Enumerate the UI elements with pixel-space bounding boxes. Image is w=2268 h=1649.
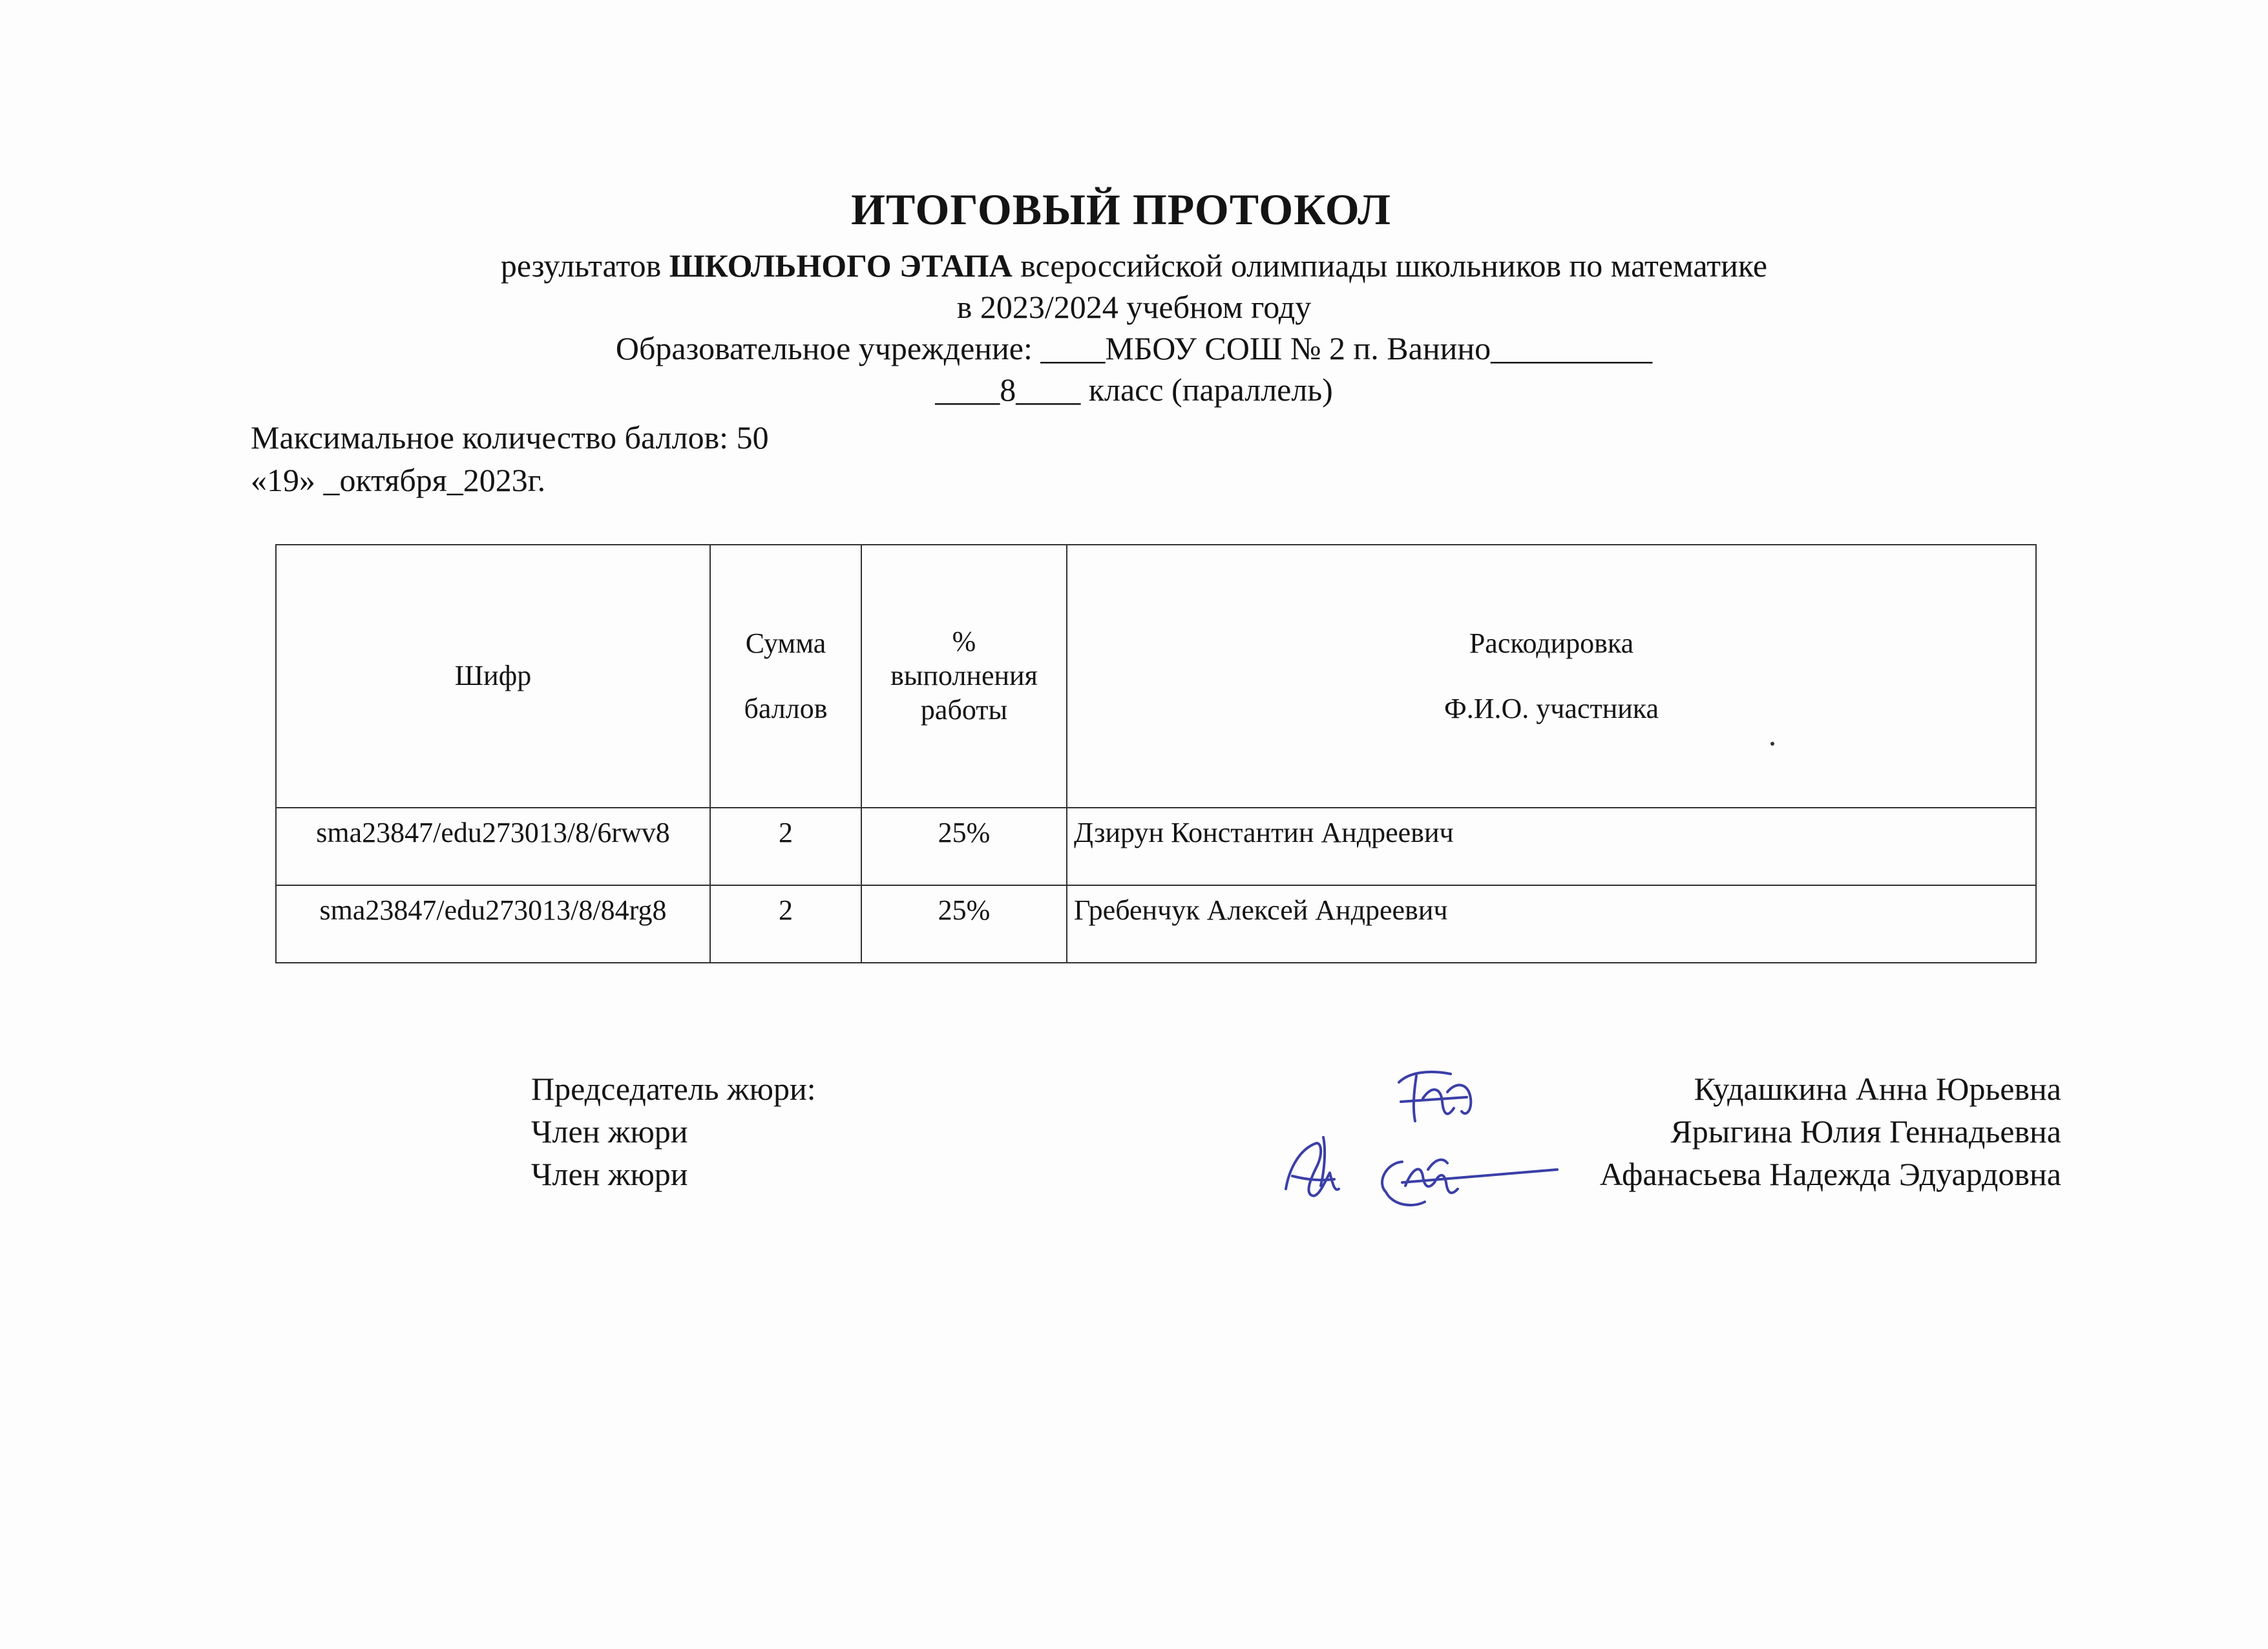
row-percent: 25% [861, 885, 1067, 963]
header-sum-line2: баллов [744, 692, 828, 724]
jury-role-member: Член жюри [531, 1113, 688, 1150]
max-score-line: Максимальное количество баллов: 50 [251, 419, 769, 456]
row-name: Дзирун Константин Андреевич [1067, 808, 2036, 885]
header-code: Шифр [276, 545, 710, 808]
date-line: «19» _октября_2023г. [251, 462, 546, 498]
jury-role-chair: Председатель жюри: [531, 1071, 816, 1107]
handwritten-signatures [1254, 1047, 1564, 1241]
row-name: Гребенчук Алексей Андреевич [1067, 885, 2036, 963]
subtitle-suffix: всероссийской олимпиады школьников по математике [1020, 247, 1768, 284]
header-decode [1067, 545, 2036, 808]
jury-names [1551, 1067, 2061, 1195]
jury-name-chair: Кудашкина Анна Юрьевна [1694, 1071, 2061, 1107]
header-percent-line2: выполнения [890, 660, 1038, 692]
header-decode-line1: Раскодировка [1469, 627, 1634, 659]
header-decode-line2: Ф.И.О. участника [1444, 692, 1659, 724]
header-percent-line3: работы [920, 693, 1008, 726]
header-sum [710, 545, 861, 808]
header-percent [861, 545, 1067, 808]
document-title: ИТОГОВЫЙ ПРОТОКОЛ [851, 185, 1391, 234]
institution-line: Образовательное учреждение: ____МБОУ СОШ № 2 п. Ванино__________ [615, 330, 1653, 366]
subtitle-line [0, 249, 2268, 282]
document-header [0, 185, 2268, 408]
jury-role-member: Член жюри [531, 1156, 688, 1192]
jury-name-member: Ярыгина Юлия Геннадьевна [1670, 1113, 2061, 1150]
class-line: ____8____ класс (параллель) [935, 372, 1333, 408]
jury-name-member: Афанасьева Надежда Эдуардовна [1599, 1156, 2061, 1192]
row-score: 2 [710, 885, 861, 963]
header-sum-line1: Сумма [745, 627, 826, 659]
row-code: sma23847/edu273013/8/84rg8 [276, 885, 710, 963]
table-header-row [276, 545, 2036, 808]
header-percent-line1: % [952, 625, 976, 658]
results-table [275, 544, 2037, 963]
table-row [276, 885, 2036, 963]
jury-roles [531, 1067, 816, 1195]
year-line: в 2023/2024 учебном году [956, 289, 1312, 325]
row-code: sma23847/edu273013/8/6rwv8 [276, 808, 710, 885]
subtitle-stage: ШКОЛЬНОГО ЭТАПА [669, 247, 1013, 284]
row-percent: 25% [861, 808, 1067, 885]
scan-speck [1770, 742, 1774, 746]
subtitle-prefix: результатов [500, 247, 662, 284]
row-score: 2 [710, 808, 861, 885]
table-row [276, 808, 2036, 885]
